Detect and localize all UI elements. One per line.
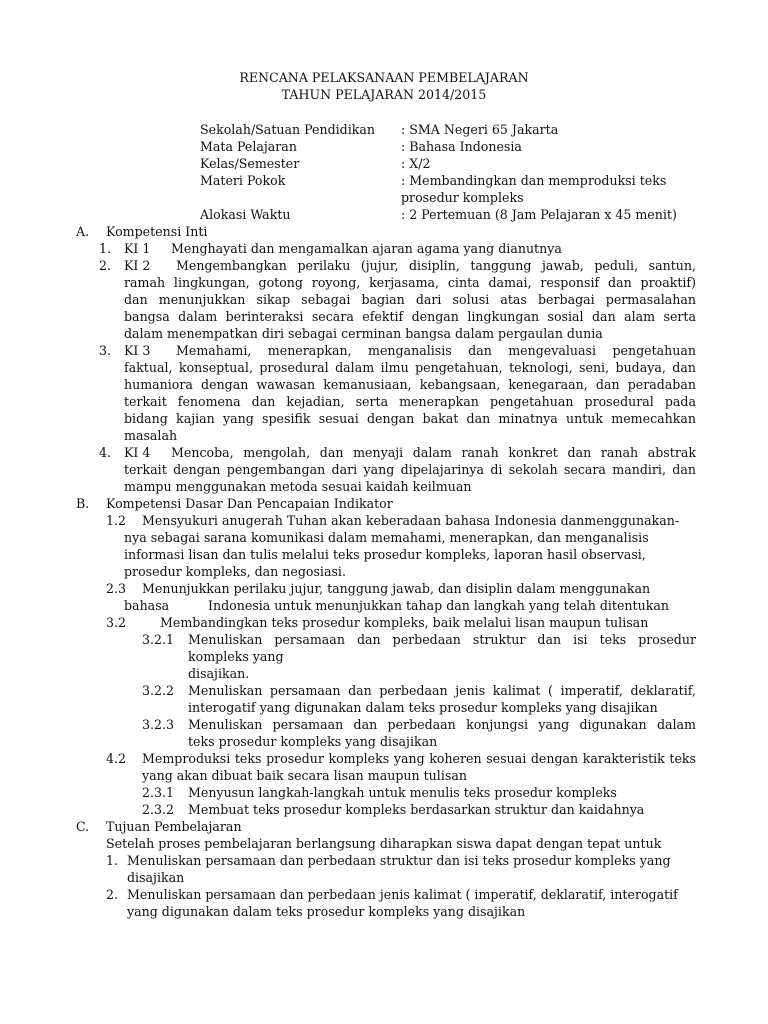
ki-text: faktual, konseptual, prosedural dalam ilmu pengetahuan, teknologi, seni, budaya, dan — [124, 360, 696, 375]
indicator-number: 2.3.2 — [142, 802, 175, 817]
kd-text: nya sebagai sarana komunikasi dalam memahami, menerapkan, dan menganalisis — [124, 530, 649, 545]
list-number: 2. — [99, 258, 112, 273]
ki-code: KI 3 — [124, 343, 151, 358]
ki-text: humaniora dengan wawasan kemanusiaan, kebangsaan, kenegaraan, dan peradaban — [124, 377, 696, 392]
kd-text: Menunjukkan perilaku jujur, tanggung jawab, dan disiplin dalam menggunakan — [142, 581, 651, 596]
identity-row-material-cont — [0, 189, 768, 206]
indicator-text: Menyusun langkah-langkah untuk menulis teks prosedur kompleks — [188, 785, 617, 800]
kd-text: Membandingkan teks prosedur kompleks, baik melalui lisan maupun tulisan — [160, 615, 649, 630]
ki-text: Memahami, menerapkan, menganalisis dan mengevaluasi pengetahuan — [176, 343, 696, 358]
identity-label: Kelas/Semester — [200, 156, 300, 171]
indicator-text: Menuliskan persamaan dan perbedaan jenis kalimat ( imperatif, deklaratif, — [188, 683, 696, 698]
identity-label: Alokasi Waktu — [200, 207, 291, 222]
identity-value: : Bahasa Indonesia — [401, 139, 522, 154]
identity-row-school — [0, 121, 768, 138]
identity-row-class — [0, 155, 768, 172]
identity-value-cont: prosedur kompleks — [401, 190, 524, 205]
identity-value: : 2 Pertemuan (8 Jam Pelajaran x 45 menit) — [401, 207, 677, 222]
kd-text: Memproduksi teks prosedur kompleks yang koheren sesuai dengan karakteristik teks — [142, 751, 696, 766]
list-number: 1. — [106, 853, 119, 868]
section-intro: Setelah proses pembelajaran berlangsung diharapkan siswa dapat dengan tepat untuk — [106, 836, 662, 851]
indicator-text: teks prosedur kompleks yang disajikan — [188, 734, 438, 749]
kd-number: 1.2 — [106, 513, 127, 528]
list-number: 4. — [99, 445, 112, 460]
indicator-text: interogatif yang digunakan dalam teks prosedur kompleks yang disajikan — [188, 700, 658, 715]
kd-number: 4.2 — [106, 751, 127, 766]
indicator-number: 3.2.1 — [142, 632, 175, 647]
section-heading: Kompetensi Dasar Dan Pencapaian Indikator — [106, 496, 393, 511]
kd-number: 3.2 — [106, 615, 127, 630]
goal-text: disajikan — [127, 870, 185, 885]
indicator-text: Menuliskan persamaan dan perbedaan struktur dan isi teks prosedur — [188, 632, 696, 647]
ki-text: mampu menggunakan metoda sesuai kaidah keilmuan — [124, 479, 472, 494]
ki-text: Mengembangkan perilaku (jujur, disiplin, tanggung jawab, peduli, santun, — [176, 258, 696, 273]
ki-text: bidang kajian yang spesifik sesuai dengan bakat dan minatnya untuk memecahkan — [124, 411, 696, 426]
ki-text: terkait dengan pengembangan dari yang dipelajarinya di sekolah secara mandiri, dan — [124, 462, 696, 477]
identity-label: Sekolah/Satuan Pendidikan — [200, 122, 376, 137]
indicator-text: disajikan. — [188, 666, 250, 681]
indicator-number: 2.3.1 — [142, 785, 175, 800]
ki-text: masalah — [124, 428, 178, 443]
indicator-number: 3.2.2 — [142, 683, 175, 698]
goal-text: yang digunakan dalam teks prosedur kompleks yang disajikan — [127, 904, 526, 919]
ki-code: KI 1 — [124, 241, 151, 256]
list-number: 2. — [106, 887, 119, 902]
kd-text: Mensyukuri anugerah Tuhan akan keberadaan bahasa Indonesia danmenggunakan- — [142, 513, 680, 528]
section-heading: Tujuan Pembelajaran — [106, 819, 242, 834]
kd-text: Indonesia untuk menunjukkan tahap dan langkah yang telah ditentukan — [208, 598, 669, 613]
ki-text: dalam menempatkan diri sebagai cerminan bangsa dalam pergaulan dunia — [124, 326, 603, 341]
kd-text: bahasa — [124, 598, 170, 613]
kd-text: informasi lisan dan tulis melalui teks prosedur kompleks, laporan hasil observasi, — [124, 547, 646, 562]
ki-text: Menghayati dan mengamalkan ajaran agama yang dianutnya — [171, 241, 562, 256]
identity-label: Materi Pokok — [200, 173, 286, 188]
ki-text: dan menunjukkan sikap sebagai bagian dari solusi atas berbagai permasalahan — [124, 292, 696, 307]
ki-code: KI 4 — [124, 445, 151, 460]
identity-row-material — [0, 172, 768, 189]
identity-value: : SMA Negeri 65 Jakarta — [401, 122, 559, 137]
ki-code: KI 2 — [124, 258, 151, 273]
identity-value: : X/2 — [401, 156, 431, 171]
list-number: 1. — [99, 241, 112, 256]
section-letter: B. — [76, 496, 90, 511]
identity-row-subject — [0, 138, 768, 155]
identity-value: : Membandingkan dan memproduksi teks — [401, 173, 667, 188]
indicator-text: Membuat teks prosedur kompleks berdasarkan struktur dan kaidahnya — [188, 802, 645, 817]
ki-text: bangsa dalam berinteraksi secara efektif dengan lingkungan sosial dan alam serta — [124, 309, 696, 324]
kd-number: 2.3 — [106, 581, 127, 596]
kd-text: prosedur kompleks, dan negosiasi. — [124, 564, 346, 579]
ki-text: terkait fenomena dan kejadian, serta menerapkan pengetahuan prosedural pada — [124, 394, 696, 409]
ki-text: Mencoba, mengolah, dan menyaji dalam ranah konkret dan ranah abstrak — [171, 445, 696, 460]
list-number: 3. — [99, 343, 112, 358]
identity-label: Mata Pelajaran — [200, 139, 297, 154]
indicator-text: Menuliskan persamaan dan perbedaan konjungsi yang digunakan dalam — [188, 717, 696, 732]
section-heading: Kompetensi Inti — [106, 224, 208, 239]
indicator-text: kompleks yang — [188, 649, 284, 664]
indicator-number: 3.2.3 — [142, 717, 175, 732]
goal-text: Menuliskan persamaan dan perbedaan struktur dan isi teks prosedur kompleks yang — [127, 853, 671, 868]
section-letter: C. — [76, 819, 90, 834]
document-title: RENCANA PELAKSANAAN PEMBELAJARAN — [239, 70, 529, 85]
section-letter: A. — [76, 224, 90, 239]
document-subtitle: TAHUN PELAJARAN 2014/2015 — [281, 87, 487, 102]
ki-text: ramah lingkungan, gotong royong, kerjasama, cinta damai, responsif dan proaktif) — [124, 275, 696, 290]
kd-text: yang akan dibuat baik secara lisan maupun tulisan — [142, 768, 467, 783]
goal-text: Menuliskan persamaan dan perbedaan jenis kalimat ( imperatif, deklaratif, interogatif — [127, 887, 678, 902]
identity-row-time — [0, 206, 768, 223]
